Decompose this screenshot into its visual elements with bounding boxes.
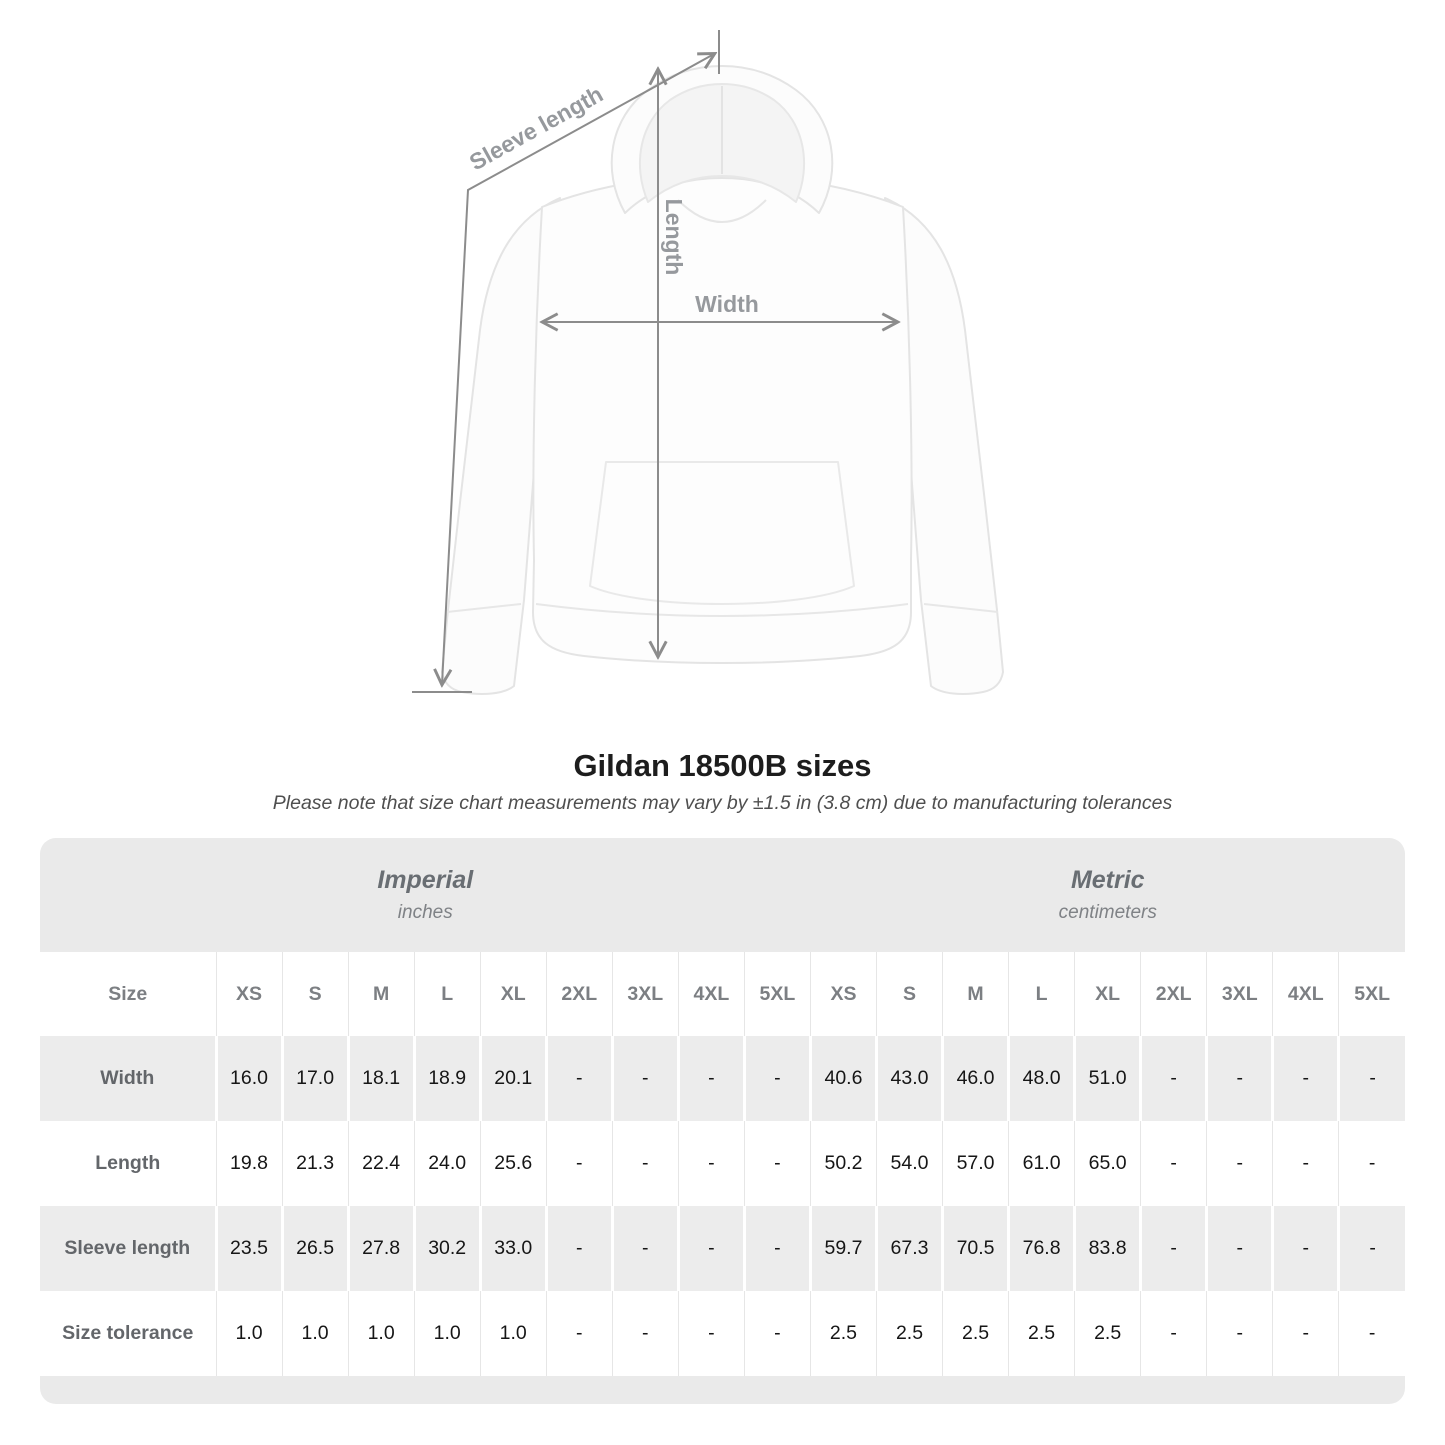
size-col-imperial-xs: XS [216, 952, 282, 1036]
size-col-imperial-3xl: 3XL [612, 952, 678, 1036]
value-cell: - [1339, 1036, 1405, 1121]
value-cell: - [744, 1121, 810, 1206]
value-cell: - [546, 1121, 612, 1206]
table-row [40, 1291, 1405, 1376]
table-row [40, 1206, 1405, 1291]
kangaroo-pocket [590, 462, 854, 604]
size-col-metric-2xl: 2XL [1141, 952, 1207, 1036]
row-label: Width [40, 1036, 216, 1121]
table-row [40, 1036, 1405, 1121]
value-cell: - [612, 1291, 678, 1376]
value-cell: 61.0 [1009, 1121, 1075, 1206]
value-cell: 59.7 [810, 1206, 876, 1291]
value-cell: 20.1 [480, 1036, 546, 1121]
size-col-metric-3xl: 3XL [1207, 952, 1273, 1036]
size-col-imperial-5xl: 5XL [744, 952, 810, 1036]
size-col-metric-s: S [876, 952, 942, 1036]
size-col-metric-xl: XL [1075, 952, 1141, 1036]
table-row [40, 1121, 1405, 1206]
imperial-unit: inches [397, 902, 453, 923]
size-col-metric-4xl: 4XL [1273, 952, 1339, 1036]
row-label: Length [95, 1152, 161, 1174]
value-cell: 1.0 [414, 1291, 480, 1376]
value-cell: 2.5 [876, 1291, 942, 1376]
value-cell: - [744, 1206, 810, 1291]
size-col-metric-5xl: 5XL [1339, 952, 1405, 1036]
value-cell: 48.0 [1009, 1036, 1075, 1121]
value-cell: 2.5 [943, 1291, 1009, 1376]
value-cell: 50.2 [810, 1121, 876, 1206]
value-cell: 54.0 [876, 1121, 942, 1206]
unit-group-header [40, 838, 1405, 952]
width-label: Width [695, 291, 759, 317]
size-col-metric-l: L [1009, 952, 1075, 1036]
value-cell: 17.0 [282, 1036, 348, 1121]
value-cell: 70.5 [943, 1206, 1009, 1291]
value-cell: - [1207, 1036, 1273, 1121]
imperial-header [40, 838, 811, 952]
value-cell: 2.5 [810, 1291, 876, 1376]
value-cell: - [1273, 1121, 1339, 1206]
table-footer-band [40, 1376, 1405, 1404]
metric-unit: centimeters [1058, 902, 1157, 923]
value-cell: 16.0 [216, 1036, 282, 1121]
value-cell: - [1141, 1121, 1207, 1206]
value-cell: 19.8 [216, 1121, 282, 1206]
value-cell: - [678, 1206, 744, 1291]
size-col-imperial-l: L [414, 952, 480, 1036]
value-cell: - [678, 1291, 744, 1376]
metric-header [811, 838, 1405, 952]
value-cell: 2.5 [1075, 1291, 1141, 1376]
size-col-imperial-4xl: 4XL [678, 952, 744, 1036]
value-cell: - [1273, 1036, 1339, 1121]
metric-title: Metric [1070, 866, 1145, 894]
size-col-imperial-xl: XL [480, 952, 546, 1036]
value-cell: 24.0 [414, 1121, 480, 1206]
value-cell: - [1141, 1291, 1207, 1376]
value-cell: - [1339, 1121, 1405, 1206]
value-cell: - [546, 1206, 612, 1291]
value-cell: 65.0 [1075, 1121, 1141, 1206]
value-cell: 76.8 [1009, 1206, 1075, 1291]
length-label: Length [661, 198, 687, 276]
page-title: Gildan 18500B sizes [573, 748, 872, 783]
value-cell: 67.3 [876, 1206, 942, 1291]
value-cell: - [612, 1121, 678, 1206]
size-col-imperial-m: M [348, 952, 414, 1036]
value-cell: - [1207, 1206, 1273, 1291]
value-cell: - [546, 1036, 612, 1121]
value-cell: 1.0 [480, 1291, 546, 1376]
value-cell: - [1141, 1206, 1207, 1291]
value-cell: 25.6 [480, 1121, 546, 1206]
value-cell: - [612, 1036, 678, 1121]
value-cell: 51.0 [1075, 1036, 1141, 1121]
value-cell: 1.0 [216, 1291, 282, 1376]
value-cell: - [1273, 1206, 1339, 1291]
value-cell: 2.5 [1009, 1291, 1075, 1376]
size-table [40, 952, 1405, 1376]
value-cell: 18.9 [414, 1036, 480, 1121]
value-cell: 26.5 [282, 1206, 348, 1291]
value-cell: 1.0 [282, 1291, 348, 1376]
value-cell: 40.6 [810, 1036, 876, 1121]
value-cell: - [612, 1206, 678, 1291]
value-cell: 23.5 [216, 1206, 282, 1291]
imperial-title: Imperial [377, 866, 474, 894]
size-col-metric-m: M [943, 952, 1009, 1036]
row-label: Size tolerance [62, 1322, 194, 1344]
value-cell: - [1339, 1206, 1405, 1291]
value-cell: - [744, 1291, 810, 1376]
value-cell: 30.2 [414, 1206, 480, 1291]
value-cell: 22.4 [348, 1121, 414, 1206]
value-cell: - [678, 1036, 744, 1121]
value-cell: 21.3 [282, 1121, 348, 1206]
size-header-row [40, 952, 1405, 1036]
value-cell: - [1273, 1291, 1339, 1376]
value-cell: 46.0 [943, 1036, 1009, 1121]
value-cell: - [546, 1291, 612, 1376]
value-cell: 43.0 [876, 1036, 942, 1121]
hoodie-illustration [442, 66, 1003, 694]
value-cell: - [1207, 1291, 1273, 1376]
size-chart [40, 838, 1405, 1404]
value-cell: - [1141, 1036, 1207, 1121]
value-cell: 27.8 [348, 1206, 414, 1291]
value-cell: - [678, 1121, 744, 1206]
value-cell: - [1339, 1291, 1405, 1376]
row-label: Sleeve length [40, 1206, 216, 1291]
value-cell: 18.1 [348, 1036, 414, 1121]
size-col-metric-xs: XS [810, 952, 876, 1036]
value-cell: 83.8 [1075, 1206, 1141, 1291]
size-col-imperial-s: S [282, 952, 348, 1036]
value-cell: - [1207, 1121, 1273, 1206]
size-col-imperial-2xl: 2XL [546, 952, 612, 1036]
sleeve-length-label: Sleeve length [464, 80, 608, 176]
size-column-label: Size [108, 982, 148, 1005]
value-cell: 57.0 [943, 1121, 1009, 1206]
value-cell: 33.0 [480, 1206, 546, 1291]
value-cell: 1.0 [348, 1291, 414, 1376]
value-cell: - [744, 1036, 810, 1121]
tolerance-note: Please note that size chart measurements may vary by ±1.5 in (3.8 cm) due to manufacturing tolerances [272, 792, 1173, 814]
